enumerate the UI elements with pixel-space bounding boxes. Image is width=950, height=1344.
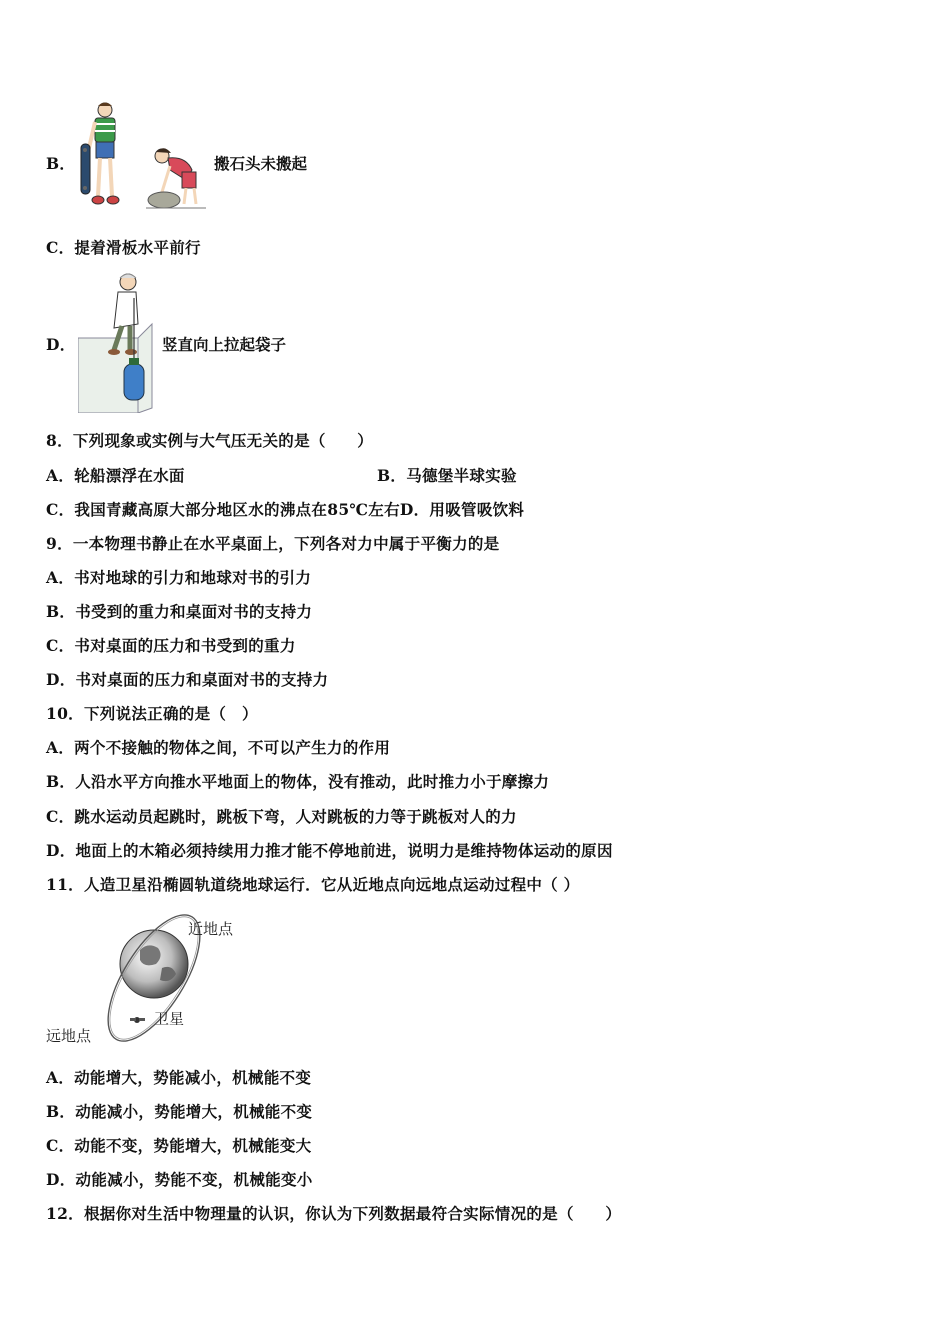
q9-stem: 9．一本物理书静止在水平桌面上，下列各对力中属于平衡力的是 — [46, 534, 500, 553]
q10-option-c: C．跳水运动员起跳时，跳板下弯，人对跳板的力等于跳板对人的力 — [46, 807, 517, 826]
q7-b-illustration — [76, 100, 216, 212]
q12-stem: 12．根据你对生活中物理量的认识，你认为下列数据最符合实际情况的是（ ） — [46, 1204, 622, 1223]
q10-option-b: B．人沿水平方向推水平地面上的物体，没有推动，此时推力小于摩擦力 — [46, 772, 550, 791]
q7-d-illustration — [78, 268, 158, 413]
q9-option-c: C．书对桌面的压力和书受到的重力 — [46, 636, 296, 655]
man-lifting-bag-image — [78, 268, 158, 413]
perigee-label: 近地点 — [188, 920, 234, 938]
q10-option-a: A．两个不接触的物体之间，不可以产生力的作用 — [46, 738, 391, 757]
q11-option-c: C．动能不变，势能增大，机械能变大 — [46, 1136, 312, 1155]
satellite-label: 卫星 — [154, 1010, 185, 1028]
q7-option-b-text: 搬石头未搬起 — [214, 154, 308, 173]
q8-option-c-d: C．我国青藏高原大部分地区水的沸点在85℃左右D．用吸管吸饮料 — [46, 500, 525, 519]
q10-stem: 10．下列说法正确的是（ ） — [46, 704, 258, 723]
apogee-label: 远地点 — [46, 1027, 92, 1045]
q10-option-d: D．地面上的木箱必须持续用力推才能不停地前进，说明力是维持物体运动的原因 — [46, 841, 613, 860]
boy-skateboard-and-girl-lifting-stone-image — [76, 100, 216, 212]
q8-stem: 8．下列现象或实例与大气压无关的是（ ） — [46, 431, 374, 450]
q7-option-b-label: B． — [46, 154, 76, 173]
q7-option-d-label: D． — [46, 335, 76, 354]
q11-option-b: B．动能减小，势能增大，机械能不变 — [46, 1102, 313, 1121]
q9-option-b: B．书受到的重力和桌面对书的支持力 — [46, 602, 313, 621]
q11-option-a: A．动能增大，势能减小，机械能不变 — [46, 1068, 312, 1087]
q7-option-c: C．提着滑板水平前行 — [46, 238, 201, 257]
q9-option-d: D．书对桌面的压力和桌面对书的支持力 — [46, 670, 329, 689]
q11-stem: 11．人造卫星沿椭圆轨道绕地球运行．它从近地点向远地点运动过程中（ ） — [46, 875, 580, 894]
q8-option-a: A．轮船漂浮在水面 — [46, 466, 185, 485]
q11-option-d: D．动能减小，势能不变，机械能变小 — [46, 1170, 313, 1189]
q9-option-a: A．书对地球的引力和地球对书的引力 — [46, 568, 312, 587]
q7-option-d-text: 竖直向上拉起袋子 — [162, 335, 287, 354]
q8-option-b: B．马德堡半球实验 — [377, 466, 517, 485]
